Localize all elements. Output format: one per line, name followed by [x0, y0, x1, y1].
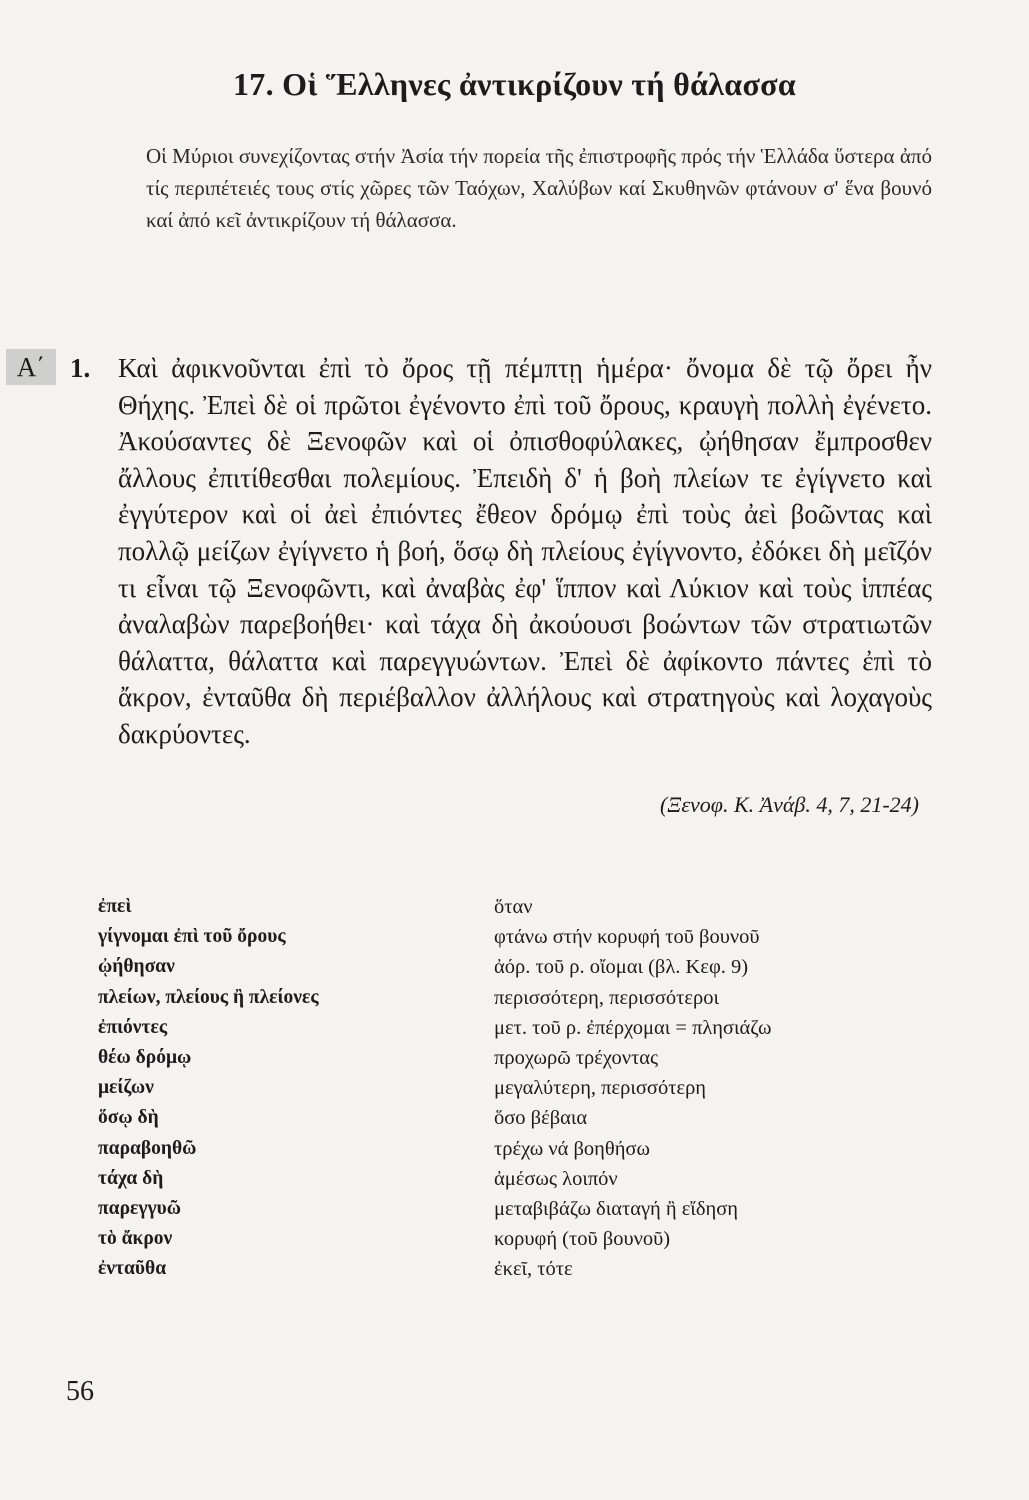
glossary-term: ἐπιόντες: [98, 1016, 168, 1038]
glossary-definition: φτάνω στήν κορυφή τοῦ βουνοῦ: [494, 926, 760, 949]
glossary-row: [98, 892, 918, 922]
glossary-definition: περισσότερη, περισσότεροι: [494, 986, 719, 1009]
glossary-definition: ὅταν: [494, 896, 533, 918]
glossary-row: [98, 1134, 918, 1164]
page-title: 17. Οἱ Ἕλληνες ἀντικρίζουν τή θάλασσα: [232, 66, 797, 102]
glossary-definition: μεταβιβάζω διαταγή ἢ εἴδηση: [494, 1197, 738, 1220]
glossary-term: παρεγγυῶ: [98, 1197, 181, 1219]
glossary-definition: μετ. τοῦ ρ. ἐπέρχομαι = πλησιάζω: [494, 1016, 772, 1039]
glossary-definition: ὅσο βέβαια: [494, 1107, 588, 1130]
glossary-row: [98, 1254, 918, 1284]
glossary-row: [98, 922, 918, 952]
glossary-row: [98, 1073, 918, 1103]
glossary-row: [98, 1043, 918, 1073]
glossary-row: [98, 983, 918, 1013]
section-marker: Α΄: [6, 349, 56, 385]
glossary-term: ἐπεὶ: [98, 896, 132, 917]
glossary-row: [98, 1013, 918, 1043]
glossary-term: τάχα δὴ: [98, 1167, 164, 1189]
glossary-term: θέω δρόμῳ: [98, 1046, 192, 1068]
glossary-term: πλείων, πλείους ἢ πλείονες: [98, 986, 319, 1008]
glossary-term: παραβοηθῶ: [98, 1137, 197, 1159]
glossary-definition: ἀόρ. τοῦ ρ. οἴομαι (βλ. Κεφ. 9): [494, 956, 749, 979]
glossary-definition: ἀμέσως λοιπόν: [494, 1167, 618, 1190]
glossary-definition: προχωρῶ τρέχοντας: [494, 1046, 659, 1069]
intro-paragraph: Οἱ Μύριοι συνεχίζοντας στήν Ἀσία τήν πορεία τῆς ἐπιστροφῆς πρός τήν Ἑλλάδα ὕστερα ἀπό τίς περιπέτειές τους στίς χῶρες τῶν Ταόχων, Χαλύβων καί Σκυθηνῶν φτάνουν σ' ἕνα βουνό καί ἀπό κεῖ ἀντικρίζουν τή θάλασσα.: [146, 144, 932, 232]
glossary-term: τὸ ἄκρον: [98, 1228, 173, 1250]
glossary-definition: κορυφή (τοῦ βουνοῦ): [494, 1228, 671, 1251]
paragraph-number: 1.: [70, 353, 91, 383]
glossary-row: [98, 1194, 918, 1224]
glossary-row: [98, 1103, 918, 1133]
glossary-row: [98, 952, 918, 982]
glossary-row: [98, 1224, 918, 1254]
page-number: 56: [66, 1376, 94, 1407]
glossary-definition: μεγαλύτερη, περισσότερη: [494, 1077, 707, 1100]
passage-text: Καὶ ἀφικνοῦνται ἐπὶ τὸ ὄρος τῇ πέμπτῃ ἡμέρα· ὄνομα δὲ τῷ ὄρει ἦν Θήχης. Ἐπεὶ δὲ οἱ πρῶτοι ἐγένοντο ἐπὶ τοῦ ὄρους, κραυγὴ πολλὴ ἐγένετο. Ἀκούσαντες δὲ Ξενοφῶν καὶ οἱ ὀπισθοφύλακες, ᾠήθησαν ἔμπροσθεν ἄλλους ἐπιτίθεσθαι πολεμίους. Ἐπειδὴ δ' ἡ βοὴ πλείων τε ἐγίγνετο καὶ ἐγγύτερον καὶ οἱ ἀεὶ ἐπιόντες ἔθεον δρόμῳ ἐπὶ τοὺς ἀεὶ βοῶντας καὶ πολλῷ μείζων ἐγίγνετο ἡ βοή, ὅσῳ δὴ πλείους ἐγίγνοντο, ἐδόκει δὴ μεῖζόν τι εἶναι τῷ Ξενοφῶντι, καὶ ἀναβὰς ἐφ' ἵππον καὶ Λύκιον καὶ τοὺς ἱππέας ἀναλαβὼν παρεβοήθει· καὶ τάχα δὴ ἀκούουσι βοώντων τῶν στρατιωτῶν θάλαττα, θάλαττα καὶ παρεγγυώντων. Ἐπεὶ δὲ ἀφίκοντο πάντες ἐπὶ τὸ ἄκρον, ἐνταῦθα δὴ περιέβαλλον ἀλλήλους καὶ στρατηγοὺς καὶ λοχαγοὺς δακρύοντες.: [118, 353, 932, 749]
glossary-term: ᾠήθησαν: [98, 956, 175, 978]
glossary-term: ὅσῳ δὴ: [98, 1107, 159, 1129]
glossary-term: γίγνομαι ἐπὶ τοῦ ὄρους: [98, 926, 286, 948]
glossary-row: [98, 1164, 918, 1194]
glossary-term: ἐνταῦθα: [98, 1258, 167, 1280]
glossary-definition: ἐκεῖ, τότε: [494, 1258, 573, 1281]
glossary-term: μείζων: [98, 1077, 154, 1099]
glossary: [98, 892, 918, 1284]
glossary-definition: τρέχω νά βοηθήσω: [494, 1137, 650, 1160]
source-citation: (Ξενοφ. Κ. Ἀνάβ. 4, 7, 21-24): [659, 792, 919, 817]
